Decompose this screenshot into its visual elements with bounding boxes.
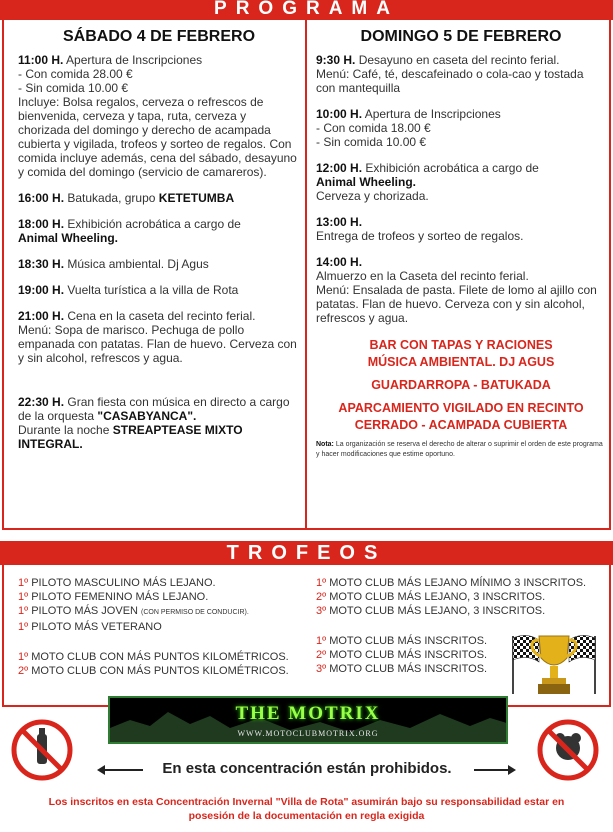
trophy-label: PILOTO FEMENINO MÁS LEJANO. (31, 591, 209, 603)
trophy-rank: 1º (18, 577, 29, 589)
highlight-parking: APARCAMIENTO VIGILADO EN RECINTO (338, 401, 584, 415)
trophy-rank: 2º (316, 649, 327, 661)
trophy-item (18, 650, 289, 664)
trophy-label: MOTO CLUB CON MÁS PUNTOS KILOMÉTRICOS. (31, 665, 289, 677)
no-bottle-sign-icon (10, 718, 74, 782)
event-text: Música ambiental. Dj Agus (67, 257, 209, 271)
event-line: Entrega de trofeos y sorteo de regalos. (316, 229, 524, 243)
domingo-column (316, 30, 606, 460)
event-time: 13:00 H. (316, 215, 363, 229)
event-time: 22:30 H. (18, 395, 65, 409)
right-arrow-icon (474, 769, 510, 771)
event-line: Almuerzo en la Caseta del recinto ferial. (316, 269, 529, 283)
event-line: Cerveza y chorizada. (316, 189, 429, 203)
event-line: Incluye: Bolsa regalos, cerveza o refrescos de bienvenida, cerveza y tapa, ruta, cerveza y chorizada del domingo y derecho de acampada cubierta y vigilada, trofeos y sorteo de regalos. Con comida incluye además, cena del sábado, desayuno y comida del domingo (servicio de camareros). (18, 95, 297, 179)
trofeos-banner: TROFEOS (0, 541, 613, 565)
trophy-label: PILOTO MASCULINO MÁS LEJANO. (31, 577, 216, 589)
event-1000 (316, 107, 606, 149)
event-line: - Sin comida 10.00 € (18, 81, 129, 95)
trophy-label: PILOTO MÁS VETERANO (31, 621, 162, 633)
trophy-label: MOTO CLUB MÁS INSCRITOS. (329, 649, 488, 661)
trophy-item (18, 620, 289, 634)
note-text: La organización se reserva el derecho de alterar o suprimir el orden de este programa y hacer modificaciones que estime oportuno. (316, 441, 603, 458)
highlight-music: MÚSICA AMBIENTAL. DJ AGUS (367, 355, 555, 369)
trophy-rank: 1º (316, 635, 327, 647)
event-highlight: KETETUMBA (158, 191, 235, 205)
event-text: Batukada, grupo (67, 191, 156, 205)
event-text: Apertura de Inscripciones (364, 107, 501, 121)
trophy-label: PILOTO MÁS JOVEN (31, 605, 138, 617)
event-highlight: STREAPTEASE MIXTO INTEGRAL. (18, 423, 243, 451)
trophy-item (316, 590, 586, 604)
event-line: Menú: Ensalada de pasta. Filete de lomo al ajillo con patatas. Flan de huevo. Cerveza con y sin alcohol, refrescos y agua. (316, 283, 597, 325)
trophy-icon (505, 628, 603, 700)
event-line: Menú: Café, té, descafeinado o cola-cao y tostada con mantequilla (316, 67, 584, 95)
event-text: Vuelta turística a la villa de Rota (67, 283, 239, 297)
event-time: 12:00 H. (316, 161, 363, 175)
event-text: Exhibición acrobática a cargo de (67, 217, 241, 231)
sabado-column (18, 30, 300, 463)
no-animals-sign-icon (536, 718, 600, 782)
trophy-rank: 1º (18, 621, 29, 633)
event-text: Apertura de Inscripciones (66, 53, 203, 67)
event-text: Exhibición acrobática a cargo de (365, 161, 539, 175)
note-label: Nota: (316, 441, 334, 448)
checkered-flag-icon (569, 635, 595, 694)
event-0930 (316, 53, 606, 95)
trophy-item (18, 604, 289, 620)
column-divider (305, 20, 307, 528)
event-1600 (18, 191, 300, 205)
event-time: 18:00 H. (18, 217, 65, 231)
event-2230 (18, 395, 300, 451)
event-line: Menú: Sopa de marisco. Pechuga de pollo empanada con patatas. Flan de huevo. Cerveza con y sin alcohol, refrescos y agua. (18, 323, 297, 365)
event-time: 16:00 H. (18, 191, 65, 205)
highlight-camping: CERRADO - ACAMPADA CUBIERTA (354, 418, 568, 432)
trophy-label: MOTO CLUB CON MÁS PUNTOS KILOMÉTRICOS. (31, 651, 289, 663)
trophy-label: MOTO CLUB MÁS INSCRITOS. (329, 635, 488, 647)
event-time: 18:30 H. (18, 257, 65, 271)
trophy-rank: 1º (18, 651, 29, 663)
event-1800 (18, 217, 300, 245)
sabado-title: SÁBADO 4 DE FEBRERO (62, 28, 256, 45)
trophy-item (18, 590, 289, 604)
event-1100 (18, 53, 300, 179)
event-1400 (316, 255, 606, 325)
event-time: 19:00 H. (18, 283, 65, 297)
event-time: 14:00 H. (316, 255, 363, 269)
trophy-item (18, 664, 289, 678)
domingo-title: DOMINGO 5 DE FEBRERO (360, 28, 562, 45)
trophy-rank: 2º (18, 665, 29, 677)
disclaimer-text: Los inscritos en esta Concentración Invernal "Villa de Rota" asumirán bajo su responsabilidad estar en posesión de la documentación en regla exigida (48, 796, 565, 822)
trophy-rank: 3º (316, 663, 327, 675)
event-text: Cena en la caseta del recinto ferial. (67, 309, 256, 323)
event-2100 (18, 309, 300, 365)
event-time: 11:00 H. (18, 53, 64, 67)
programa-note (316, 440, 606, 460)
event-line: - Sin comida 10.00 € (316, 135, 427, 149)
trophy-rank: 1º (316, 577, 327, 589)
motrix-watermark (108, 696, 508, 744)
event-highlight: "CASABYANCA". (97, 409, 197, 423)
trophy-item (316, 576, 586, 590)
trophy-label: MOTO CLUB MÁS INSCRITOS. (329, 663, 488, 675)
highlight-guardarropa: GUARDARROPA - BATUKADA (371, 378, 551, 392)
trophy-rank: 1º (18, 591, 29, 603)
event-1300 (316, 215, 606, 243)
trofeos-left-column (18, 576, 289, 678)
event-1830 (18, 257, 300, 271)
motrix-logo: THE MOTRIX (235, 703, 381, 724)
event-text: Desayuno en caseta del recinto ferial. (358, 53, 560, 67)
trophy-rank: 3º (316, 605, 327, 617)
prohibited-text: En esta concentración están prohibidos. (162, 760, 452, 777)
event-time: 10:00 H. (316, 107, 363, 121)
trophy-label: MOTO CLUB MÁS LEJANO, 3 INSCRITOS. (329, 591, 546, 603)
trophy-rank: 1º (18, 605, 29, 617)
event-1900 (18, 283, 300, 297)
trophy-note: (CON PERMISO DE CONDUCIR). (141, 609, 249, 616)
event-text: Gran fiesta con música en directo a cargo de la orquesta (18, 395, 290, 423)
event-line: Durante la noche (18, 423, 110, 437)
programa-banner: PROGRAMA (0, 0, 613, 20)
event-highlight: Animal Wheeling. (316, 175, 417, 189)
event-time: 21:00 H. (18, 309, 65, 323)
checkered-flag-icon (513, 635, 539, 694)
motrix-url: WWW.MOTOCLUBMOTRIX.ORG (237, 729, 379, 738)
trophy-label: MOTO CLUB MÁS LEJANO, 3 INSCRITOS. (329, 605, 546, 617)
trophy-label: MOTO CLUB MÁS LEJANO MÍNIMO 3 INSCRITOS. (329, 577, 587, 589)
event-line: - Con comida 18.00 € (316, 121, 431, 135)
trophy-item (18, 576, 289, 590)
highlight-bar: BAR CON TAPAS Y RACIONES (369, 338, 553, 352)
event-highlight: Animal Wheeling. (18, 231, 119, 245)
event-time: 9:30 H. (316, 53, 356, 67)
trophy-rank: 2º (316, 591, 327, 603)
event-1200 (316, 161, 606, 203)
trophy-item (316, 604, 586, 618)
event-line: - Con comida 28.00 € (18, 67, 133, 81)
